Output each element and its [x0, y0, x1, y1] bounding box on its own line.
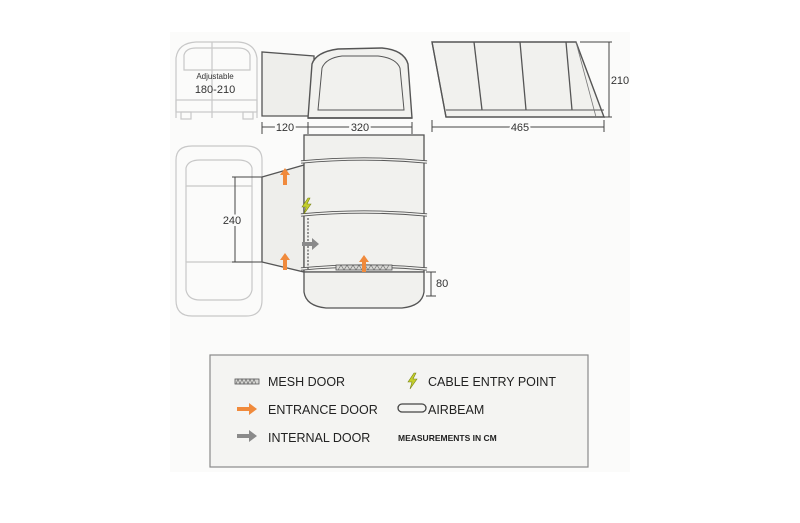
depth-label: 240: [222, 215, 242, 227]
tent-side-view: [432, 42, 604, 117]
tent-plan-view: [301, 135, 427, 308]
mesh-door-icon: [235, 379, 259, 384]
airbeam-icon: [398, 404, 426, 412]
length-label: 465: [510, 122, 530, 134]
vehicle-adjustable-label: Adjustable: [196, 72, 234, 81]
porch-label: 80: [436, 278, 449, 290]
legend-internal-door: INTERNAL DOOR: [268, 431, 371, 445]
legend-cable-entry: CABLE ENTRY POINT: [428, 375, 557, 389]
height-label: 210: [610, 75, 630, 87]
width-connector-label: 120: [275, 122, 295, 134]
legend-measurements: MEASUREMENTS IN CM: [398, 433, 497, 443]
tent-front-view: [308, 48, 412, 118]
legend-entrance-door: ENTRANCE DOOR: [268, 403, 378, 417]
width-main-label: 320: [350, 122, 370, 134]
legend-mesh-door: MESH DOOR: [268, 375, 346, 389]
connector-tunnel-front: [262, 52, 314, 116]
vehicle-height-range: 180-210: [194, 84, 236, 96]
legend-airbeam: AIRBEAM: [428, 403, 485, 417]
